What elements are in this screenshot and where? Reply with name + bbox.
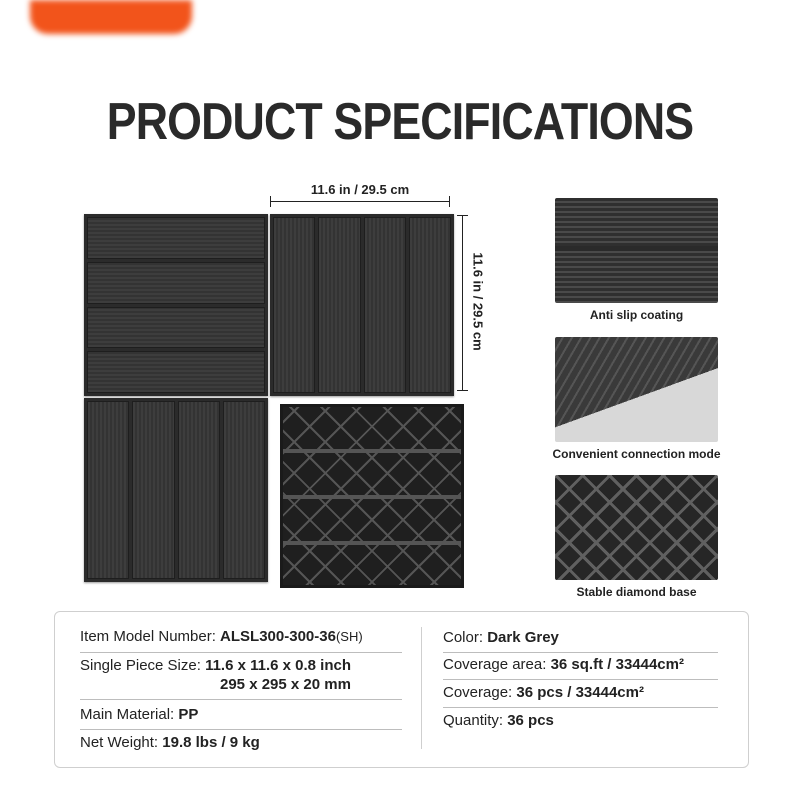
plank [273,217,315,393]
base-rail [283,449,461,453]
spec-coverage [443,684,644,701]
plank [132,401,174,579]
diamond-base-caption: Stable diamond base [576,585,697,599]
anti-slip-caption: Anti slip coating [589,308,684,322]
plank [364,217,406,393]
spec-coverage-area [443,656,684,673]
plank [178,401,220,579]
spec-size-metric [220,676,351,693]
base-rail [283,541,461,545]
spec-value: 295 x 295 x 20 mm [220,676,351,693]
row-divider [80,699,402,700]
plank [318,217,360,393]
spec-label: Main Material: [80,706,179,723]
spec-value: 36 sq.ft / 33444cm² [550,656,684,673]
row-divider [80,729,402,730]
spec-suffix: (SH) [335,629,363,644]
height-dimension-label: 11.6 in / 29.5 cm [470,252,486,351]
plank [87,262,265,304]
spec-label: Coverage: [443,684,517,701]
page-title: PRODUCT SPECIFICATIONS [106,93,694,151]
spec-label: Quantity: [443,712,508,729]
row-divider [443,652,718,653]
spec-quantity [443,712,554,729]
spec-value: Dark Grey [487,629,559,646]
plank [409,217,451,393]
spec-label: Color: [443,629,488,646]
tile-vertical-planks [270,214,454,396]
base-rail [283,495,461,499]
brand-logo-tab [30,0,192,34]
spec-weight [80,734,260,751]
spec-value: ALSL300-300-36 [220,628,336,645]
anti-slip-image [555,198,718,303]
spec-value: 36 pcs / 33444cm² [516,684,644,701]
plank [223,401,265,579]
spec-value: 11.6 x 11.6 x 0.8 inch [205,657,352,674]
width-dimension-label: 11.6 in / 29.5 cm [310,182,410,197]
spec-label: Single Piece Size: [80,657,206,674]
plank [87,307,265,349]
height-dimension-line [462,215,463,391]
row-divider [80,652,402,653]
spec-label: Item Model Number: [80,628,221,645]
connection-image [555,337,718,442]
spec-material [80,706,198,723]
connection-caption: Convenient connection mode [552,447,721,461]
spec-value: PP [178,706,199,723]
spec-color [443,629,559,646]
tile-diamond-base [280,404,464,588]
tile-vertical-planks [84,398,268,582]
spec-value: 19.8 lbs / 9 kg [162,734,260,751]
spec-size [80,657,351,674]
spec-value: 36 pcs [507,712,554,729]
spec-label: Net Weight: [80,734,163,751]
plank [87,217,265,259]
width-dimension-line [270,201,450,202]
spec-column-divider [421,627,422,749]
plank [87,351,265,393]
spec-model [80,628,363,645]
row-divider [443,707,718,708]
spec-label: Coverage area: [443,656,551,673]
tile-horizontal-planks [84,214,268,396]
diamond-base-image [555,475,718,580]
plank [87,401,129,579]
row-divider [443,679,718,680]
